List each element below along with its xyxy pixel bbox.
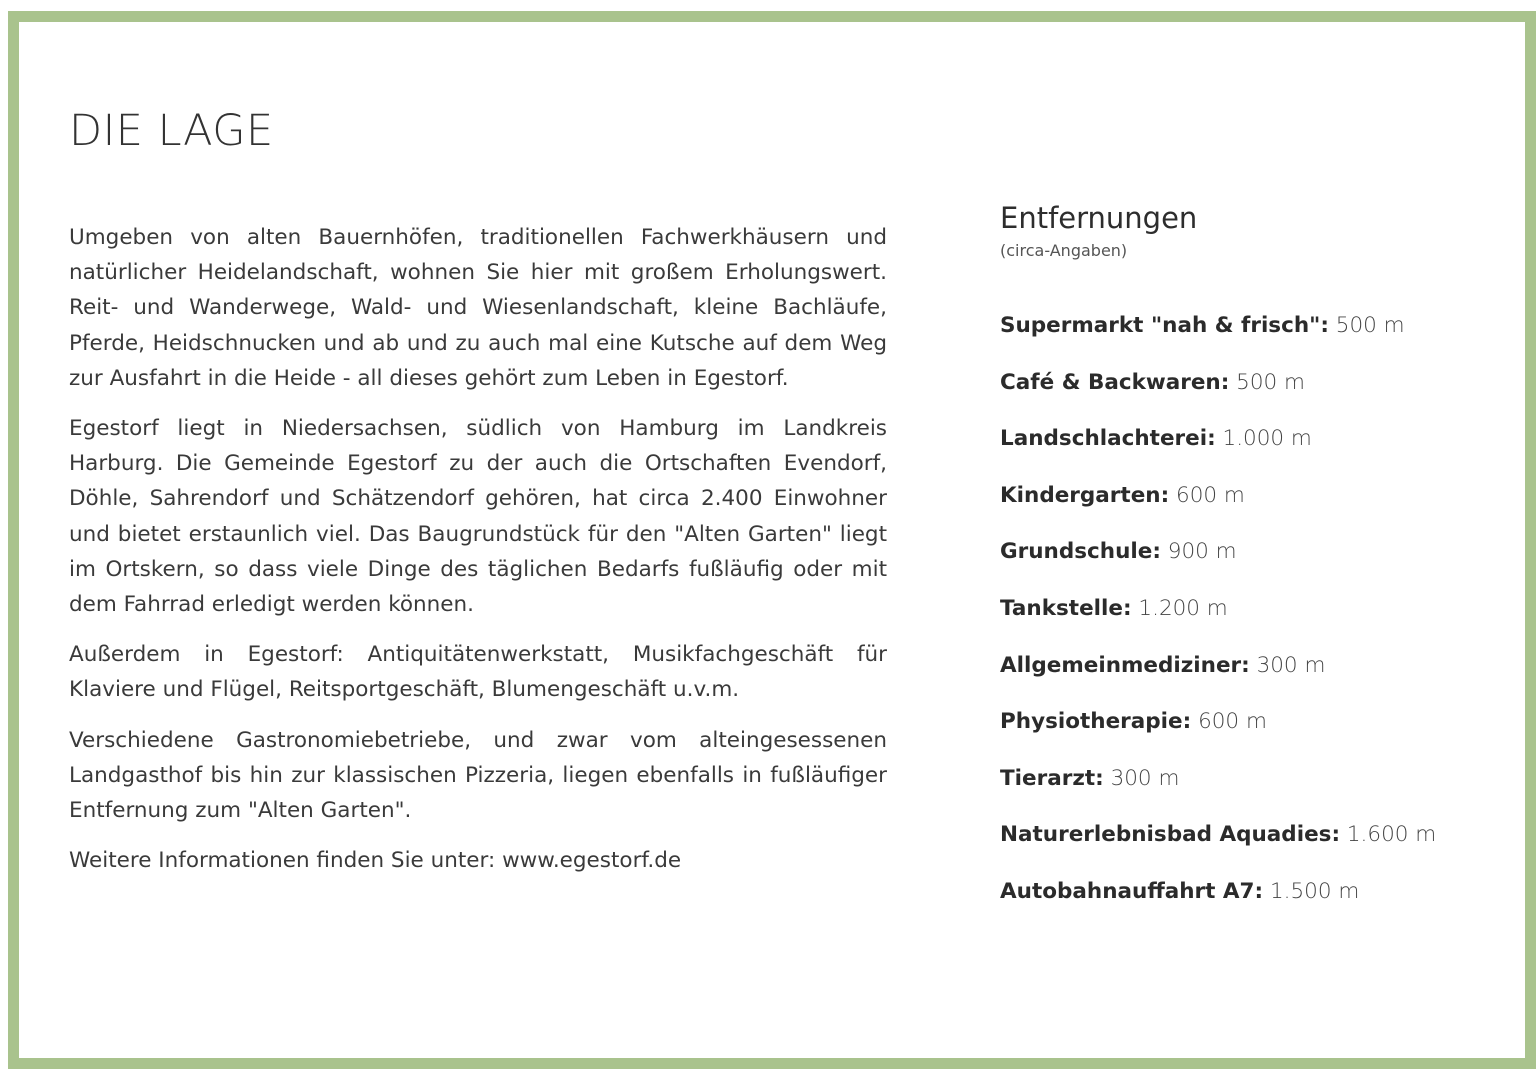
- distance-item-supermarkt: [1000, 311, 1480, 341]
- paragraph-shops: Außerdem in Egestorf: Antiquitätenwerkstatt, Musikfachgeschäft für Klaviere und Flügel, Reitsportgeschäft, Blumengeschäft u.v.m.: [69, 642, 887, 703]
- distance-value: 900 m: [1160, 539, 1237, 565]
- distance-item-grundschule: [1000, 537, 1480, 567]
- distance-value: 500 m: [1328, 313, 1405, 338]
- distances-subtitle: (circa-Angaben): [1000, 241, 1128, 260]
- distance-value: 1.500 m: [1263, 878, 1360, 904]
- page-title: DIE LAGE: [69, 106, 274, 156]
- distance-name: Tierarzt:: [1000, 765, 1104, 791]
- description-column: [69, 220, 887, 893]
- distance-name: Grundschule:: [1000, 539, 1161, 565]
- distance-value: 1.600 m: [1340, 822, 1437, 848]
- paragraph-surroundings: Umgeben von alten Bauernhöfen, traditionellen Fachwerkhäusern und natürlicher Heidelandschaft, wohnen Sie hier mit großem Erholungswert. Reit- und Wanderwege, Wald- und Wiesenlandschaft, kleine Bachläufe, Pferde, Heidschnucken und ab und zu auch mal eine Kutsche auf dem Weg zur Ausfahrt in die Heide - all dieses gehört zum Leben in Egestorf.: [69, 225, 887, 391]
- distance-name: Physiotherapie:: [1000, 709, 1192, 735]
- distance-name: Tankstelle:: [1000, 595, 1132, 621]
- distance-value: 600 m: [1169, 482, 1245, 508]
- distance-name: Allgemeinmediziner:: [1000, 652, 1250, 678]
- distance-value: 300 m: [1103, 765, 1180, 791]
- distance-name: Supermarkt "nah & frisch":: [1000, 313, 1329, 338]
- distance-item-tankstelle: [1000, 594, 1480, 624]
- distance-name: Kindergarten:: [1000, 482, 1170, 508]
- distance-name: Autobahnauffahrt A7:: [1000, 878, 1264, 904]
- distance-value: 300 m: [1249, 652, 1326, 678]
- distance-item-allgemeinmediziner: [1000, 651, 1480, 681]
- distance-item-tierarzt: [1000, 764, 1480, 794]
- distance-item-landschlachterei: [1000, 424, 1480, 454]
- distance-name: Café & Backwaren:: [1000, 369, 1230, 395]
- distance-value: 1.200 m: [1131, 595, 1228, 621]
- distance-item-naturerlebnisbad: [1000, 820, 1480, 850]
- distance-item-kindergarten: [1000, 481, 1480, 511]
- distance-item-cafe: [1000, 368, 1480, 398]
- distance-name: Landschlachterei:: [1000, 426, 1216, 452]
- distances-panel: [1000, 197, 1480, 934]
- paragraph-location: Egestorf liegt in Niedersachsen, südlich von Hamburg im Landkreis Harburg. Die Gemeinde Egestorf zu der auch die Ortschaften Evendorf, Döhle, Sahrendorf und Schätzendorf gehören, hat circa 2.400 Einwohner und bietet erstaunlich viel. Das Baugrundstück für den "Alten Garten" liegt im Ortskern, so dass viele Dinge des täglichen Bedarfs fußläufig oder mit dem Fahrrad erledigt werden können.: [69, 416, 887, 618]
- distance-value: 500 m: [1229, 369, 1305, 395]
- distance-value: 1.000 m: [1215, 426, 1312, 452]
- distances-list: [1000, 311, 1480, 907]
- distance-item-physiotherapie: [1000, 707, 1480, 737]
- distance-name: Naturerlebnisbad Aquadies:: [1000, 822, 1341, 848]
- distance-item-autobahnauffahrt: [1000, 877, 1480, 907]
- paragraph-more-info: Weitere Informationen finden Sie unter: www.egestorf.de: [69, 848, 682, 874]
- distance-value: 600 m: [1191, 709, 1267, 735]
- paragraph-gastronomy: Verschiedene Gastronomiebetriebe, und zwar vom alteingesessenen Landgasthof bis hin zur klassischen Pizzeria, liegen ebenfalls in fußläufiger Entfernung zum "Alten Garten".: [69, 727, 887, 824]
- distances-title: Entfernungen: [1000, 201, 1198, 235]
